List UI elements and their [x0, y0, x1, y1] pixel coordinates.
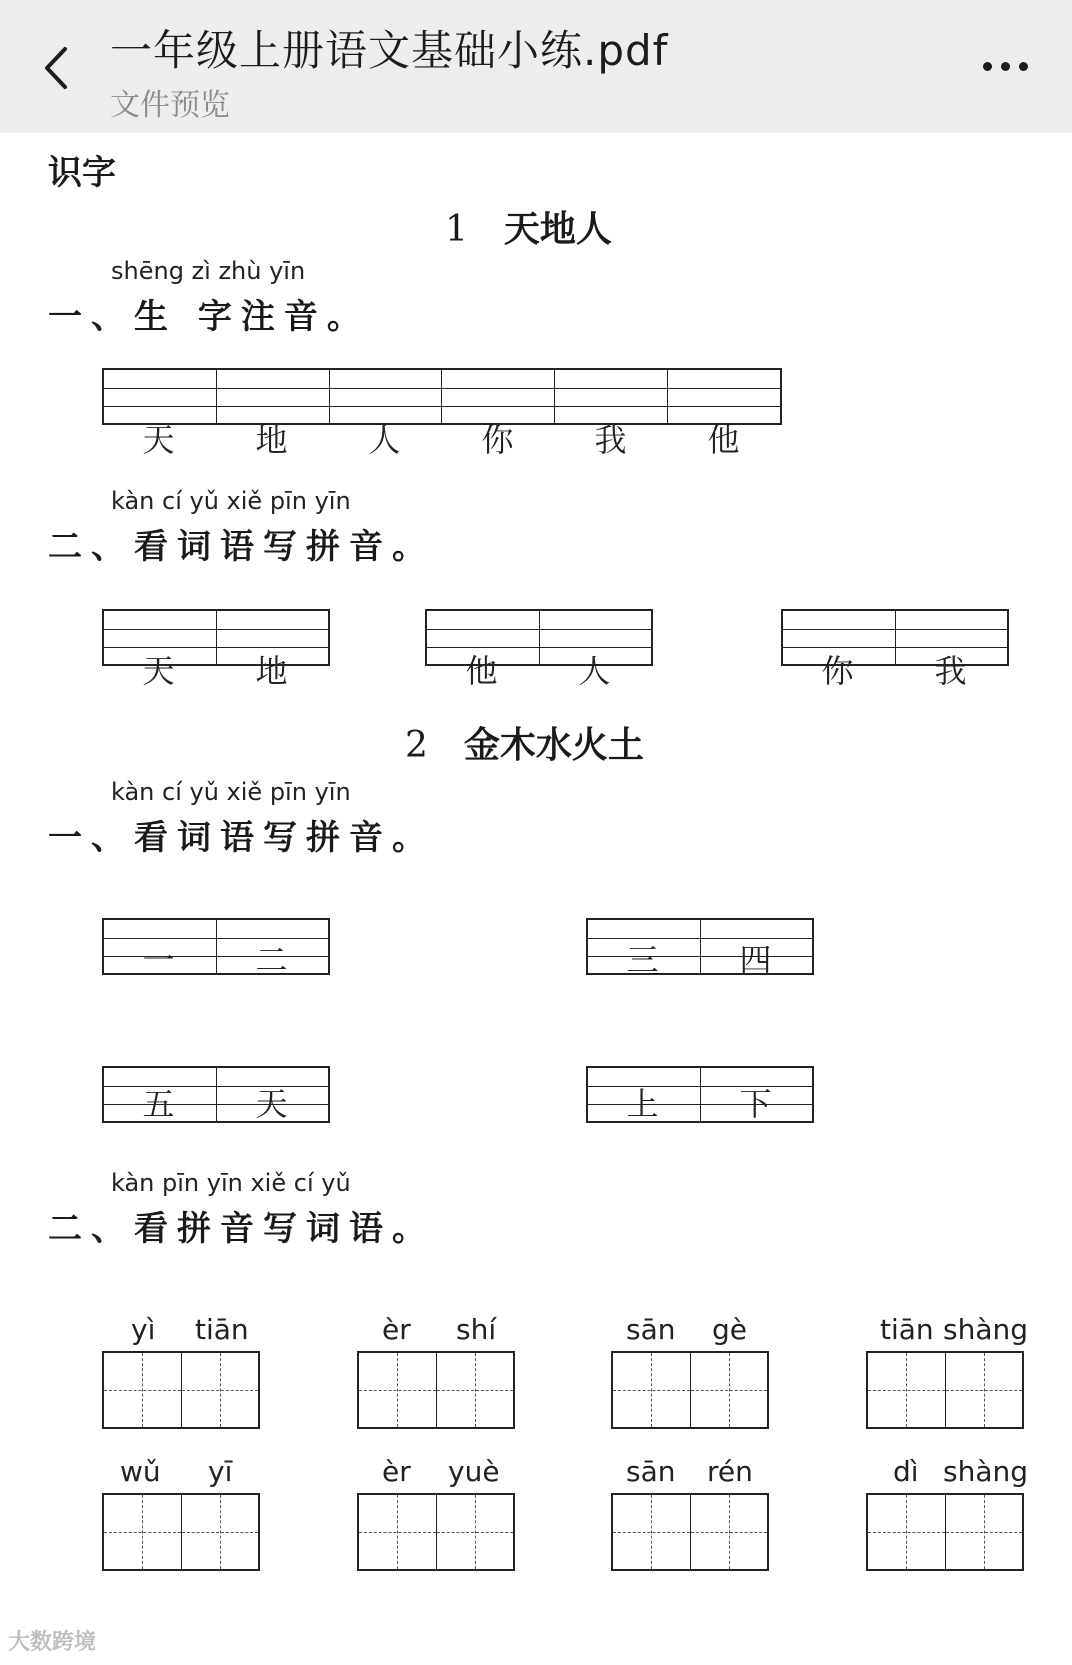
pinyin-label: dì: [893, 1455, 919, 1488]
pinyin-label: rén: [707, 1455, 753, 1488]
back-button[interactable]: [34, 40, 78, 96]
pinyin-label: sān: [626, 1313, 676, 1346]
more-button[interactable]: [970, 44, 1040, 88]
char-label: 地: [255, 652, 288, 690]
char-label: 你: [481, 421, 514, 459]
char-label: 天: [142, 652, 175, 690]
pinyin-label: tiān: [195, 1313, 249, 1346]
l2-q1-pinyin: kàn cí yǔ xiě pīn yīn: [111, 778, 351, 806]
char-label: 二: [255, 941, 288, 979]
watermark: 大数跨境: [8, 1630, 97, 1655]
char-label: 地: [255, 421, 288, 459]
lesson-2-number: 2: [405, 725, 428, 766]
char-label: 上: [626, 1085, 659, 1123]
char-label: 人: [368, 421, 401, 459]
l1-q2-title: 二、看词语写拼音。: [48, 527, 435, 567]
char-label: 四: [739, 941, 772, 979]
pinyin-label: yuè: [448, 1455, 500, 1488]
pinyin-label: yī: [208, 1455, 233, 1488]
pinyin-label: gè: [712, 1313, 747, 1346]
pinyin-label: shí: [456, 1313, 497, 1346]
tian-grid[interactable]: [866, 1351, 1024, 1429]
char-label: 天: [255, 1085, 288, 1123]
tian-grid[interactable]: [357, 1351, 515, 1429]
file-subtitle: 文件预览: [110, 88, 230, 123]
tian-grid[interactable]: [357, 1493, 515, 1571]
char-label: 下: [739, 1085, 772, 1123]
l1-q1-title: 一、生 字注音。: [48, 297, 370, 337]
pinyin-label: yì: [131, 1313, 156, 1346]
lesson-1-title: 天地人: [503, 209, 612, 250]
l2-q2-title: 二、看拼音写词语。: [48, 1209, 435, 1249]
section-title: 识字: [48, 153, 116, 193]
lesson-2-title: 金木水火土: [463, 725, 644, 766]
lesson-1-heading: [445, 201, 612, 252]
file-title: 一年级上册语文基础小练.pdf: [110, 26, 669, 75]
pinyin-label: èr: [382, 1313, 411, 1346]
char-label: 他: [465, 652, 498, 690]
pinyin-label: wǔ: [120, 1455, 161, 1488]
l2-q2-pinyin: kàn pīn yīn xiě cí yǔ: [111, 1169, 351, 1197]
char-label: 他: [707, 421, 740, 459]
chevron-left-icon: [41, 45, 71, 91]
char-label: 我: [934, 652, 967, 690]
pinyin-label: sān: [626, 1455, 676, 1488]
l1-q1-pinyin: shēng zì zhù yīn: [111, 257, 306, 285]
pinyin-label: èr: [382, 1455, 411, 1488]
char-label: 三: [626, 941, 659, 979]
pinyin-label: shàng: [943, 1455, 1029, 1488]
l1-q2-pinyin: kàn cí yǔ xiě pīn yīn: [111, 487, 351, 515]
pinyin-label: tiān: [880, 1313, 934, 1346]
tian-grid[interactable]: [102, 1351, 260, 1429]
tian-grid[interactable]: [611, 1351, 769, 1429]
app-header: [0, 0, 1072, 133]
tian-grid[interactable]: [866, 1493, 1024, 1571]
tian-grid[interactable]: [611, 1493, 769, 1571]
char-label: 天: [142, 421, 175, 459]
more-dots-icon: [983, 62, 992, 71]
char-label: 五: [142, 1085, 175, 1123]
pinyin-label: shàng: [943, 1313, 1029, 1346]
char-label: 人: [578, 652, 611, 690]
lesson-1-number: 1: [445, 209, 468, 250]
l2-q1-title: 一、看词语写拼音。: [48, 818, 435, 858]
lesson-2-heading: [405, 717, 644, 768]
char-label: 你: [821, 652, 854, 690]
char-label: 我: [594, 421, 627, 459]
tian-grid[interactable]: [102, 1493, 260, 1571]
document-preview[interactable]: [0, 133, 1072, 1665]
char-label: 一: [142, 941, 175, 979]
